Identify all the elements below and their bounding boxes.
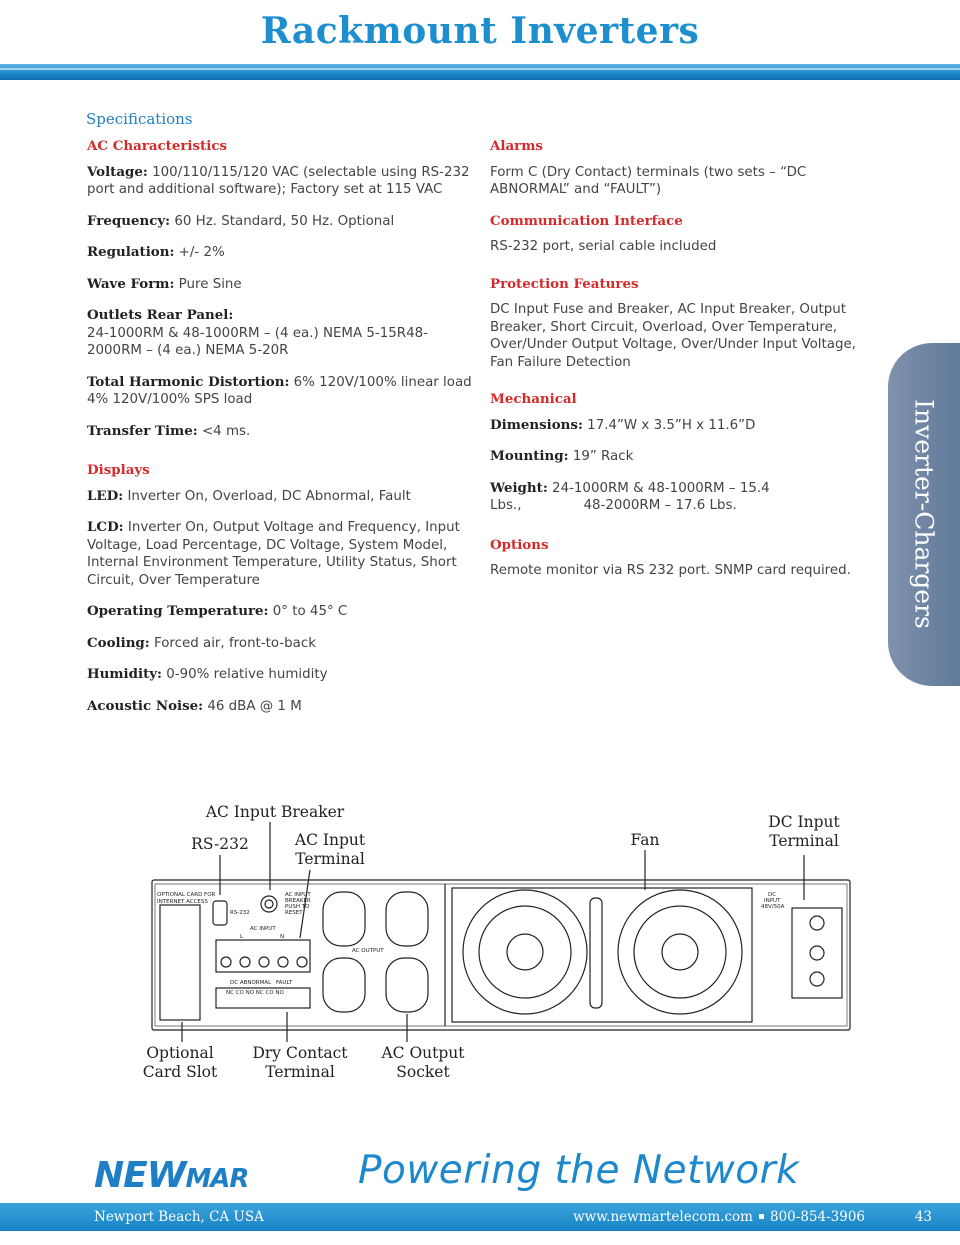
label-rs232: RS-232 — [191, 835, 249, 853]
label-ac-input-terminal: AC Input Terminal — [294, 831, 366, 868]
footer-location: Newport Beach, CA USA — [94, 1209, 264, 1225]
displays-heading: Displays — [87, 462, 150, 478]
label-optional-card-slot: Optional Card Slot — [142, 1044, 218, 1081]
mounting-spec: Mounting: 19” Rack — [490, 448, 634, 464]
regulation-spec: Regulation: +/- 2% — [87, 244, 225, 260]
panel-text-dc: DC — [768, 892, 777, 898]
protection-text: DC Input Fuse and Breaker, AC Input Breaker, Output Breaker, Short Circuit, Overload, Over Temperature, Over/Under Output Voltage, Over/Under Input Voltage, Fan Failure Detection — [490, 302, 856, 370]
dc-input-terminal — [792, 908, 842, 998]
panel-text-contacts: NC CO NO NC CO NO — [226, 990, 284, 996]
left-column — [87, 138, 472, 729]
frequency-spec: Frequency: 60 Hz. Standard, 50 Hz. Optional — [87, 212, 395, 229]
humidity-spec: Humidity: 0-90% relative humidity — [87, 666, 328, 682]
panel-text-dc-abnormal: DC ABNORMAL — [230, 980, 272, 986]
communication-text: RS-232 port, serial cable included — [490, 239, 717, 254]
ac-characteristics-heading: AC Characteristics — [87, 138, 228, 154]
panel-text-l: L — [240, 934, 244, 940]
panel-text-dc-input: INPUT — [764, 898, 781, 904]
tagline: Powering the Network — [358, 1148, 800, 1193]
weight-spec: Weight: 24-1000RM & 48-1000RM – 15.4 Lbs., 48-2000RM – 17.6 Lbs. — [490, 479, 770, 513]
ac-input-breaker-knob — [261, 896, 277, 912]
label-ac-input-breaker: AC Input Breaker — [205, 803, 345, 821]
alarms-heading: Alarms — [490, 138, 543, 154]
ac-outlet-4 — [386, 958, 428, 1012]
panel-text-breaker-2: BREAKER — [285, 898, 311, 904]
panel-text-breaker-3: PUSH TO — [285, 904, 310, 910]
panel-text-ac-output: AC OUTPUT — [352, 948, 384, 954]
footer-contact — [573, 1209, 865, 1225]
mechanical-heading: Mechanical — [490, 391, 577, 407]
acoustic-noise-spec: Acoustic Noise: 46 dBA @ 1 M — [87, 697, 302, 714]
optional-card-slot — [160, 905, 200, 1020]
panel-text-n: N — [280, 934, 285, 940]
alarms-text: Form C (Dry Contact) terminals (two sets – “DC ABNORMAL” and “FAULT”) — [490, 164, 807, 197]
panel-drawing — [140, 800, 860, 1090]
label-dc-input-terminal: DC Input Terminal — [768, 813, 840, 850]
panel-text-breaker-4: RESET — [285, 910, 303, 916]
label-ac-output-socket: AC Output Socket — [381, 1044, 465, 1081]
panel-text-dc-rating: 48V/50A — [761, 904, 785, 910]
page-title: Rackmount Inverters — [260, 10, 700, 52]
options-heading: Options — [490, 536, 549, 553]
transfer-time-spec: Transfer Time: <4 ms. — [87, 422, 251, 439]
page-number: 43 — [914, 1209, 932, 1225]
rear-panel-diagram — [140, 800, 860, 1090]
panel-text-fault: FAULT — [276, 980, 293, 986]
footer-bar — [0, 1203, 960, 1231]
dimensions-spec: Dimensions: 17.4”W x 3.5”H x 11.6”D — [490, 416, 756, 433]
communication-heading: Communication Interface — [490, 212, 683, 229]
thd-spec: Total Harmonic Distortion: 6% 120V/100% linear load 4% 120V/100% SPS load — [87, 373, 472, 407]
outlets-spec: Outlets Rear Panel: 24-1000RM & 48-1000RM – (4 ea.) NEMA 5-15R48-2000RM – (4 ea.) NEMA 5-20R — [87, 307, 428, 358]
fan-1 — [463, 890, 587, 1014]
newmar-logo: NEWMAR — [94, 1155, 249, 1196]
rs232-port — [213, 901, 227, 925]
fan-2 — [618, 890, 742, 1014]
lcd-spec: LCD: Inverter On, Output Voltage and Frequency, Input Voltage, Load Percentage, DC Voltage, System Model, Internal Environment Temperature, Utility Status, Short Circuit, Over Temperature — [87, 519, 460, 588]
cooling-spec: Cooling: Forced air, front-to-back — [87, 634, 316, 651]
panel-text-breaker-1: AC INPUT — [285, 892, 311, 898]
footer-website[interactable]: www.newmartelecom.com — [573, 1209, 753, 1225]
waveform-spec: Wave Form: Pure Sine — [87, 275, 242, 292]
ac-outlet-1 — [323, 892, 365, 946]
ac-outlet-3 — [323, 958, 365, 1012]
voltage-spec: Voltage: 100/110/115/120 VAC (selectable using RS-232 port and additional software); Factory set at 115 VAC — [87, 163, 470, 197]
footer-phone: 800-854-3906 — [769, 1209, 865, 1225]
protection-heading: Protection Features — [490, 275, 639, 292]
separator — [759, 1214, 764, 1219]
header-bar — [0, 64, 960, 80]
panel-text-internet: INTERNET ACCESS — [157, 899, 208, 905]
operating-temp-spec: Operating Temperature: 0° to 45° C — [87, 603, 348, 619]
ac-outlet-2 — [386, 892, 428, 946]
section-side-tab — [888, 343, 960, 686]
label-dry-contact-terminal: Dry Contact Terminal — [252, 1044, 348, 1081]
panel-text-optional-card: OPTIONAL CARD FOR — [157, 892, 216, 898]
panel-text-ac-input: AC INPUT — [250, 926, 276, 932]
options-text: Remote monitor via RS 232 port. SNMP card required. — [490, 563, 851, 578]
led-spec: LED: Inverter On, Overload, DC Abnormal, Fault — [87, 487, 411, 504]
right-column — [490, 138, 880, 594]
panel-text-rs232: RS-232 — [230, 910, 250, 916]
specifications-heading: Specifications — [86, 110, 193, 128]
side-tab-label: Inverter-Chargers — [909, 399, 939, 629]
label-fan: Fan — [630, 831, 660, 849]
